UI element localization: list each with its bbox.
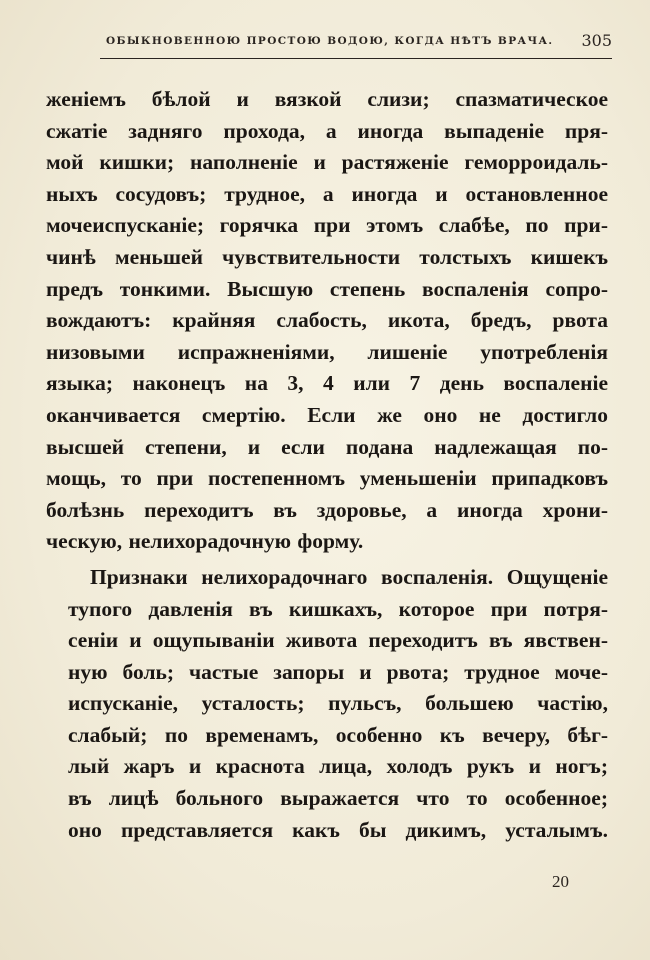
text-line: мочеиспусканіе; горячка при этомъ слабѣе, по при-	[46, 213, 608, 238]
paragraph-2	[46, 562, 608, 846]
text-line: въ лицѣ больного выражается что то особенное;	[68, 786, 608, 811]
text-line: оно представляется какъ бы дикимъ, усталымъ.	[68, 817, 608, 842]
page-number: 305	[581, 31, 612, 50]
text-line: лый жаръ и краснота лица, холодъ рукъ и ногъ;	[68, 754, 608, 779]
text-line: болѣзнь переходитъ въ здоровье, а иногда хрони-	[46, 497, 608, 522]
text-line: женіемъ бѣлой и вязкой слизи; спазматическое	[46, 87, 608, 111]
running-head-title: ОБЫКНОВЕННОЮ ПРОСТОЮ ВОДОЮ, КОГДА НѢТЪ ВРАЧА.	[106, 35, 554, 47]
text-line: сжатіе задняго прохода, а иногда выпаденіе пря-	[46, 118, 608, 143]
header-rule	[100, 58, 612, 59]
text-line: языка; наконецъ на 3, 4 или 7 день воспаленіе	[46, 371, 608, 396]
text-line: ныхъ сосудовъ; трудное, а иногда и остановленное	[46, 181, 608, 206]
text-line: предъ тонкими. Высшую степень воспаленія сопро-	[46, 276, 608, 301]
text-line: ческую, нелихорадочную форму.	[46, 529, 364, 554]
text-line: оканчивается смертію. Если же оно не достигло	[46, 402, 608, 427]
text-line: высшей степени, и если подана надлежащая по-	[46, 434, 608, 459]
body-text	[46, 84, 608, 846]
text-line: Признаки нелихорадочнаго воспаленія. Ощущеніе	[90, 564, 608, 589]
text-line: ную боль; частые запоры и рвота; трудное моче-	[68, 659, 608, 684]
text-line: мой кишки; наполненіе и растяженіе геморроидаль-	[46, 150, 608, 175]
text-line: вождаютъ: крайняя слабость, икота, бредъ, рвота	[46, 308, 608, 333]
text-line: испусканіе, усталость; пульсъ, большею частію,	[68, 691, 608, 716]
text-line: сеніи и ощупываніи живота переходитъ въ явствен-	[68, 628, 608, 653]
signature-mark: 20	[552, 872, 569, 891]
text-line: тупого давленія въ кишкахъ, которое при потря-	[68, 596, 608, 621]
text-line: слабый; по временамъ, особенно къ вечеру, бѣг-	[68, 722, 608, 747]
running-head	[100, 32, 612, 54]
text-line: низовыми испражненіями, лишеніе употребленія	[46, 339, 608, 364]
paragraph-1	[46, 84, 608, 558]
text-line: мощь, то при постепенномъ уменьшеніи припадковъ	[46, 466, 608, 491]
text-line: чинѣ меньшей чувствительности толстыхъ кишекъ	[46, 244, 608, 269]
